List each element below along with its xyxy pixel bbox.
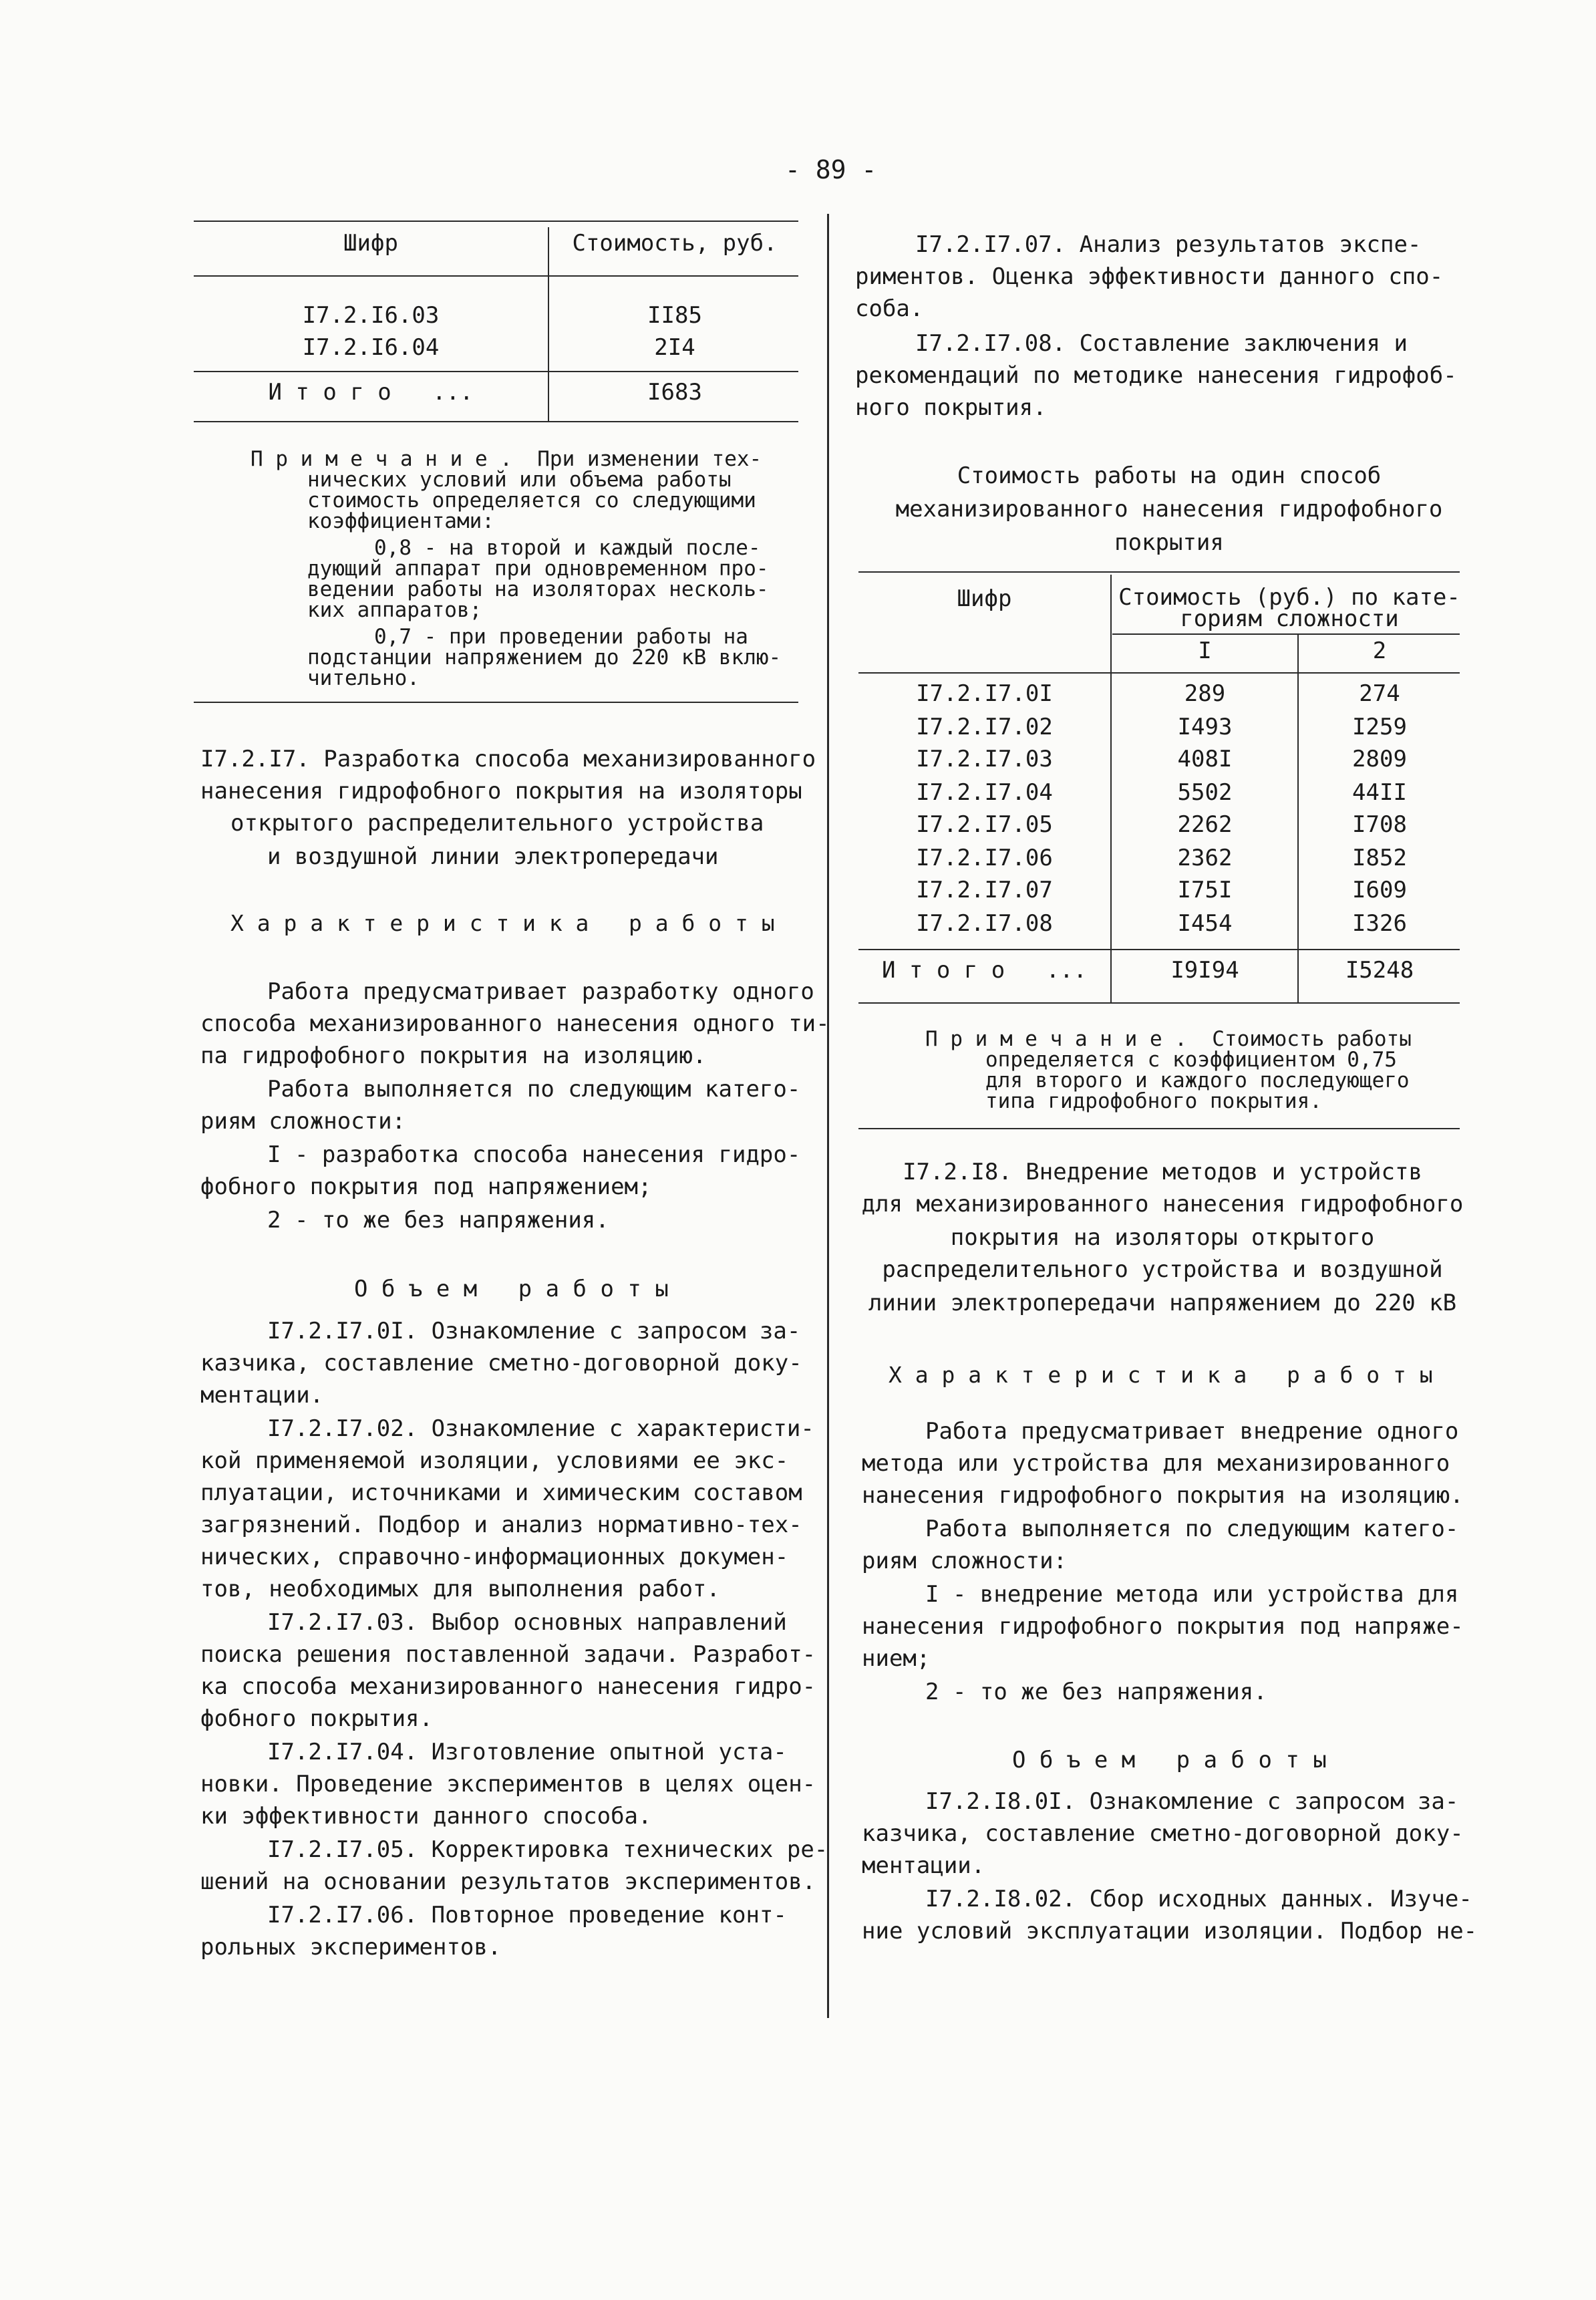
section-heading: О б ъ е м р а б о т ы <box>354 1276 669 1302</box>
note-line: 0,7 - при проведении работы на <box>374 625 748 649</box>
note-line: подстанции напряжением до 220 кВ вклю- <box>307 645 782 670</box>
text-line: казчика, составление сметно-договорной доку- <box>862 1820 1464 1847</box>
note-line: ких аппаратов; <box>307 598 482 622</box>
text-line: фобного покрытия под напряжением; <box>200 1173 652 1200</box>
text-line: новки. Проведение экспериментов в целях оцен- <box>200 1771 816 1798</box>
section-title-line: открытого распределительного устройства <box>230 810 764 837</box>
table-total-value: I683 <box>647 379 702 406</box>
table-cell-code: I7.2.I7.03 <box>916 746 1053 772</box>
table-cell-c2: I259 <box>1352 714 1407 740</box>
table-cell-c2: 2809 <box>1352 746 1407 772</box>
note-line: 0,8 - на второй и каждый после- <box>374 536 761 560</box>
table-rule <box>858 1002 1460 1004</box>
text-line: ментации. <box>200 1382 324 1409</box>
text-line: тов, необходимых для выполнения работ. <box>200 1576 720 1602</box>
table-cell-c1: 2262 <box>1177 811 1233 838</box>
note-line: П р и м е ч а н и е . При изменении тех- <box>251 447 762 471</box>
table-column-rule <box>548 227 549 421</box>
table-rule <box>194 371 798 372</box>
table-total-c2: I5248 <box>1345 957 1414 984</box>
table-cell-code: I7.2.I6.04 <box>302 334 440 361</box>
table-header-code: Шифр <box>957 585 1012 612</box>
table-header-code: Шифр <box>343 230 398 257</box>
table-title-line: покрытия <box>1114 529 1224 556</box>
table-cell-c1: 2362 <box>1177 845 1233 871</box>
table-cell-c2: 44II <box>1352 779 1407 806</box>
note-line: типа гидрофобного покрытия. <box>985 1089 1322 1113</box>
section-heading: Х а р а к т е р и с т и к а р а б о т ы <box>230 910 775 936</box>
text-line: Работа предусматривает внедрение одного <box>925 1418 1459 1445</box>
text-line: па гидрофобного покрытия на изоляцию. <box>200 1042 707 1069</box>
table-cell-code: I7.2.I7.04 <box>916 779 1053 806</box>
note-line: чительно. <box>307 666 420 690</box>
table-rule <box>194 275 798 277</box>
text-line: загрязнений. Подбор и анализ нормативно-тех- <box>200 1512 802 1538</box>
table-cell-c1: 5502 <box>1177 779 1233 806</box>
table-cell-c2: I708 <box>1352 811 1407 838</box>
text-line: 2 - то же без напряжения. <box>925 1679 1267 1705</box>
text-line: I7.2.I8.02. Сбор исходных данных. Изуче- <box>925 1886 1472 1912</box>
text-line: рольных экспериментов. <box>200 1934 502 1961</box>
text-line: I7.2.I7.03. Выбор основных направлений <box>267 1609 787 1636</box>
text-line: нием; <box>862 1645 931 1672</box>
text-line: I - внедрение метода или устройства для <box>925 1581 1459 1608</box>
note-rule <box>194 702 798 703</box>
text-line: I7.2.I7.04. Изготовление опытной уста- <box>267 1739 787 1765</box>
text-line: фобного покрытия. <box>200 1705 433 1732</box>
text-line: I7.2.I7.0I. Ознакомление с запросом за- <box>267 1318 801 1344</box>
section-title-line: покрытия на изоляторы открытого <box>950 1224 1375 1251</box>
table-cell-c1: I493 <box>1177 714 1233 740</box>
section-title-line: I7.2.I7. Разработка способа механизированного <box>200 746 816 772</box>
table-cell-c1: 289 <box>1184 680 1226 707</box>
text-line: риментов. Оценка эффективности данного спо- <box>855 263 1444 290</box>
table-header-cost: гориям сложности <box>1180 605 1399 632</box>
table-rule <box>194 421 798 422</box>
table-title-line: Стоимость работы на один способ <box>957 462 1382 489</box>
table-cell-c2: I609 <box>1352 877 1407 903</box>
table-rule <box>858 949 1460 950</box>
text-line: соба. <box>855 295 924 322</box>
note-line: П р и м е ч а н и е . Стоимость работы <box>925 1027 1412 1051</box>
section-title-line: линии электропередачи напряжением до 220 кВ <box>868 1290 1457 1316</box>
table-cell-code: I7.2.I7.08 <box>916 910 1053 937</box>
table-cell-c1: 408I <box>1177 746 1233 772</box>
table-total-label: И т о г о ... <box>881 957 1088 984</box>
text-line: I7.2.I7.06. Повторное проведение конт- <box>267 1902 787 1928</box>
section-title-line: и воздушной линии электропередачи <box>267 843 719 870</box>
text-line: I7.2.I7.02. Ознакомление с характеристи- <box>267 1415 814 1442</box>
text-line: ки эффективности данного способа. <box>200 1803 652 1830</box>
text-line: ного покрытия. <box>855 394 1047 421</box>
text-line: ментации. <box>862 1852 985 1879</box>
table-cell-code: I7.2.I7.0I <box>916 680 1053 707</box>
table-column-rule <box>1297 635 1299 1002</box>
table-rule <box>858 672 1460 674</box>
table-cell-code: I7.2.I7.06 <box>916 845 1053 871</box>
note-line: дующий аппарат при одновременном про- <box>307 557 769 581</box>
table-header-cost: Стоимость (руб.) по кате- <box>1118 584 1460 611</box>
table-cell-c1: I454 <box>1177 910 1233 937</box>
text-line: I - разработка способа нанесения гидро- <box>267 1141 801 1168</box>
text-line: I7.2.I7.08. Составление заключения и <box>915 330 1408 357</box>
text-line: 2 - то же без напряжения. <box>267 1207 609 1234</box>
note-line: стоимость определяется со следующими <box>307 488 756 513</box>
table-cell-code: I7.2.I7.07 <box>916 877 1053 903</box>
note-line: определяется с коэффициентом 0,75 <box>985 1048 1397 1072</box>
note-line: нических условий или объема работы <box>307 468 732 492</box>
table-total-label: И т о г о ... <box>268 379 474 406</box>
section-title-line: для механизированного нанесения гидрофобного <box>861 1191 1464 1217</box>
table-cell-cost: 2I4 <box>654 334 695 361</box>
note-line: коэффициентами: <box>307 509 494 533</box>
text-line: ние условий эксплуатации изоляции. Подбор не- <box>862 1918 1478 1945</box>
section-heading: О б ъ е м р а б о т ы <box>1012 1747 1327 1773</box>
table-column-rule <box>1110 575 1112 1002</box>
text-line: нанесения гидрофобного покрытия под напряже- <box>862 1613 1464 1640</box>
table-header-col2: 2 <box>1372 637 1387 664</box>
text-line: Работа выполняется по следующим катего- <box>267 1076 801 1103</box>
table-total-c1: I9I94 <box>1170 957 1239 984</box>
text-line: Работа предусматривает разработку одного <box>267 978 814 1005</box>
text-line: риям сложности: <box>200 1108 406 1135</box>
table-rule <box>858 571 1460 573</box>
table-title-line: механизированного нанесения гидрофобного <box>895 496 1443 523</box>
table-header-cost: Стоимость, руб. <box>572 230 778 257</box>
text-line: шений на основании результатов экспериментов. <box>200 1868 816 1895</box>
text-line: казчика, составление сметно-договорной доку- <box>200 1350 802 1377</box>
text-line: способа механизированного нанесения одного ти- <box>200 1010 830 1037</box>
text-line: ка способа механизированного нанесения гидро- <box>200 1673 816 1700</box>
text-line: риям сложности: <box>862 1548 1068 1574</box>
table-rule <box>194 221 798 222</box>
table-cell-c1: I75I <box>1177 877 1233 903</box>
text-line: нических, справочно-информационных докумен- <box>200 1544 789 1570</box>
section-heading: Х а р а к т е р и с т и к а р а б о т ы <box>889 1362 1433 1388</box>
text-line: поиска решения поставленной задачи. Разработ- <box>200 1641 816 1668</box>
table-cell-code: I7.2.I7.05 <box>916 811 1053 838</box>
table-cell-c2: I326 <box>1352 910 1407 937</box>
text-line: I7.2.I7.05. Корректировка технических ре- <box>267 1836 828 1863</box>
column-divider <box>827 214 829 2018</box>
text-line: I7.2.I7.07. Анализ результатов экспе- <box>915 231 1422 258</box>
text-line: I7.2.I8.0I. Ознакомление с запросом за- <box>925 1788 1459 1815</box>
note-line: ведении работы на изоляторах несколь- <box>307 577 769 601</box>
section-title-line: нанесения гидрофобного покрытия на изоляторы <box>200 778 802 805</box>
page-number: - 89 - <box>785 155 877 184</box>
table-cell-cost: II85 <box>647 302 702 329</box>
section-title-line: I7.2.I8. Внедрение методов и устройств <box>903 1159 1422 1185</box>
text-line: нанесения гидрофобного покрытия на изоляцию. <box>862 1482 1464 1509</box>
table-cell-c2: I852 <box>1352 845 1407 871</box>
table-cell-code: I7.2.I7.02 <box>916 714 1053 740</box>
text-line: кой применяемой изоляции, условиями ее экс- <box>200 1447 789 1474</box>
table-header-col1: I <box>1198 637 1212 664</box>
text-line: рекомендаций по методике нанесения гидрофоб- <box>855 362 1457 389</box>
note-line: для второго и каждого последующего <box>985 1068 1410 1093</box>
section-title-line: распределительного устройства и воздушной <box>882 1256 1443 1283</box>
note-rule <box>858 1128 1460 1129</box>
text-line: Работа выполняется по следующим катего- <box>925 1516 1459 1542</box>
table-cell-c2: 274 <box>1359 680 1400 707</box>
text-line: метода или устройства для механизированного <box>862 1450 1450 1477</box>
table-cell-code: I7.2.I6.03 <box>302 302 440 329</box>
text-line: плуатации, источниками и химическим составом <box>200 1479 802 1506</box>
